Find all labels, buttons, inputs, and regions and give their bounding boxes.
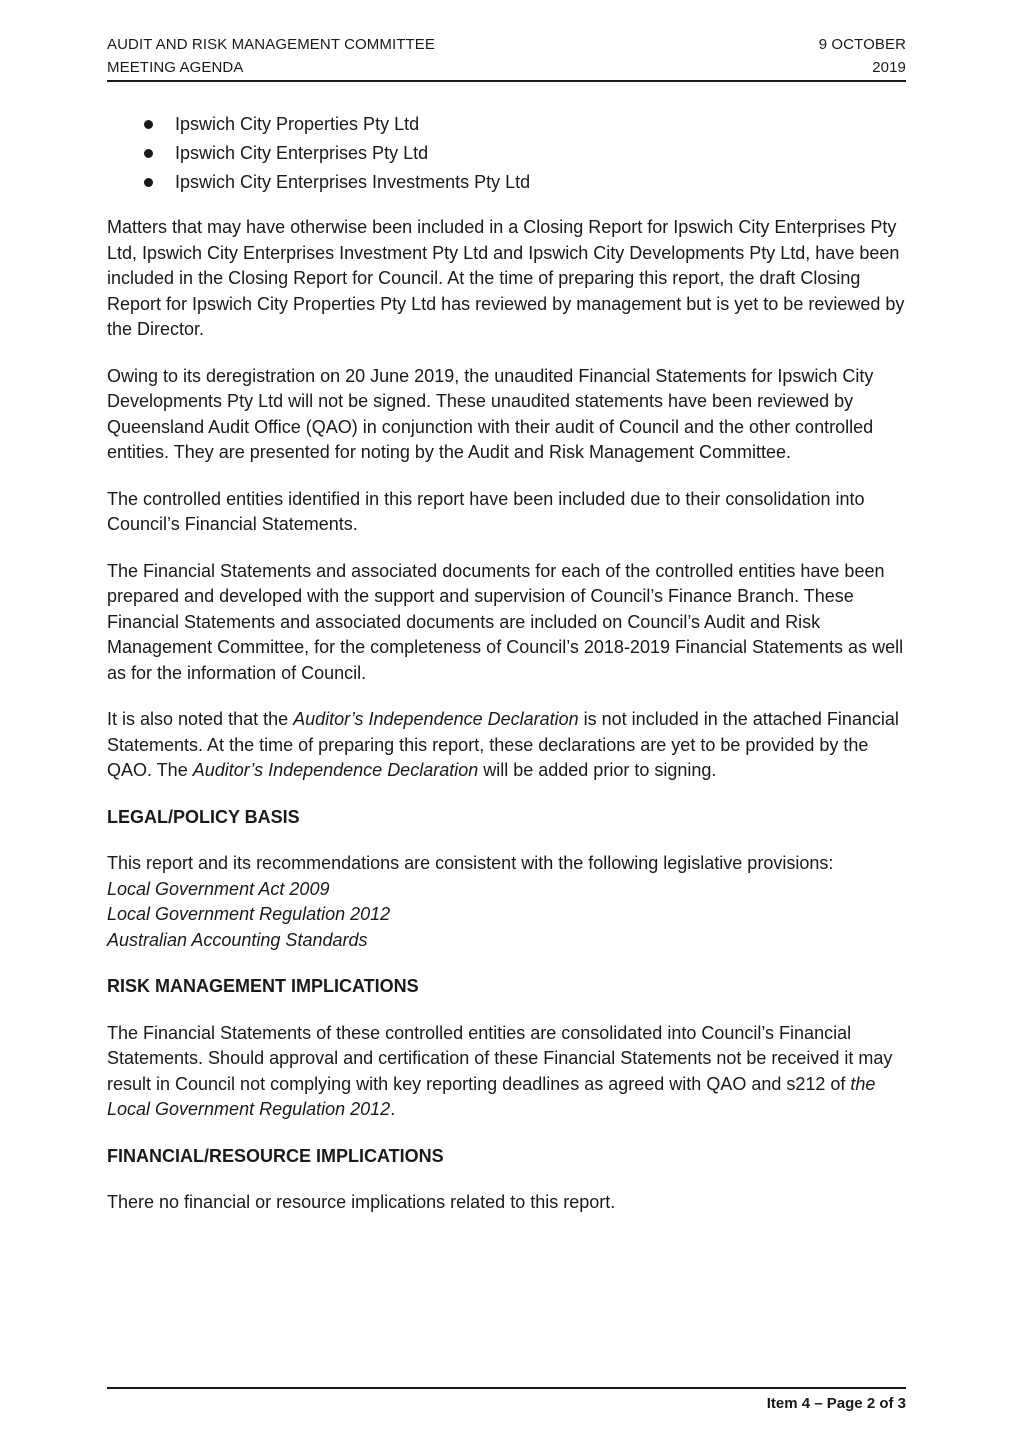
paragraph-preparation: The Financial Statements and associated documents for each of the controlled entities have been prepared and developed with the support and supervision of Council’s Finance Branch. These Financial Statements and associated documents are included on Council’s Audit and Risk Management Committee, for the completeness of Council’s 2018-2019 Financial Statements as well as for the information of Council. [107, 560, 904, 683]
text-segment: The Financial Statements of these controlled entities are consolidated into Council’s Financial Statements. Should approval and certification of these Financial Statements not be received it may result in Council not complying with key reporting deadlines as agreed with QAO and s212 of [107, 1022, 893, 1094]
section-heading-legal: LEGAL/POLICY BASIS [107, 806, 300, 827]
list-item-text: Ipswich City Enterprises Pty Ltd [175, 143, 429, 163]
footer-divider [107, 1387, 906, 1389]
bullet-icon [144, 120, 153, 129]
header-divider [107, 80, 906, 82]
list-item-text: Ipswich City Enterprises Investments Pty Ltd [175, 172, 531, 192]
paragraph-risk [107, 1021, 912, 1123]
header-title [107, 33, 435, 79]
legal-item: Australian Accounting Standards [107, 929, 368, 950]
section-heading-financial: FINANCIAL/RESOURCE IMPLICATIONS [107, 1145, 444, 1166]
text-segment: is not included in the attached Financial Statements. At the time of preparing this report, these declarations are yet to be provided by the QAO. The [107, 709, 899, 780]
list-item [107, 139, 912, 168]
header-date [819, 33, 906, 79]
legal-item: Local Government Act 2009 [107, 878, 330, 899]
list-item-text: Ipswich City Properties Pty Ltd [175, 114, 420, 134]
text-segment: It is also noted that the [107, 709, 294, 729]
legal-provisions [107, 851, 912, 953]
bullet-icon [144, 149, 153, 158]
header-date-line1: 9 OCTOBER [818, 36, 906, 53]
section-heading-risk: RISK MANAGEMENT IMPLICATIONS [107, 976, 419, 996]
list-item [107, 168, 912, 197]
entity-list [107, 110, 912, 197]
page-header [107, 33, 906, 79]
italic-segment: Auditor’s Independence Declaration [192, 760, 479, 780]
header-title-line2: MEETING AGENDA [107, 59, 244, 76]
header-date-line2: 2019 [872, 59, 906, 76]
text-segment: . [390, 1099, 396, 1119]
paragraph-auditor-declaration [107, 707, 912, 784]
legal-item: Local Government Regulation 2012 [107, 904, 391, 924]
text-segment: will be added prior to signing. [478, 760, 717, 780]
paragraph-consolidation: The controlled entities identified in this report have been included due to their consolidation into Council’s Financial Statements. [107, 488, 865, 534]
header-title-line1: AUDIT AND RISK MANAGEMENT COMMITTEE [107, 36, 435, 53]
bullet-icon [144, 178, 153, 187]
italic-segment: Auditor’s Independence Declaration [293, 709, 579, 729]
page-number: Item 4 – Page 2 of 3 [766, 1395, 906, 1412]
page-body [107, 110, 912, 1237]
paragraph-financial: There no financial or resource implications related to this report. [107, 1192, 616, 1212]
paragraph-deregistration: Owing to its deregistration on 20 June 2019, the unaudited Financial Statements for Ipswich City Developments Pty Ltd will not be signed. These unaudited statements have been reviewed by Queensland Audit Office (QAO) in conjunction with their audit of Council and the other controlled entities. They are presented for noting by the Audit and Risk Management Committee. [107, 365, 874, 462]
italic-segment: the Local Government Regulation 2012 [107, 1073, 876, 1119]
legal-intro: This report and its recommendations are consistent with the following legislative provisions: [107, 853, 834, 873]
list-item [107, 110, 912, 139]
paragraph-closing-report: Matters that may have otherwise been included in a Closing Report for Ipswich City Enterprises Pty Ltd, Ipswich City Enterprises Investment Pty Ltd and Ipswich City Developments Pty Ltd, have been included in the Closing Report for Council. At the time of preparing this report, the draft Closing Report for Ipswich City Properties Pty Ltd has reviewed by management but is yet to be reviewed by the Director. [107, 217, 905, 339]
